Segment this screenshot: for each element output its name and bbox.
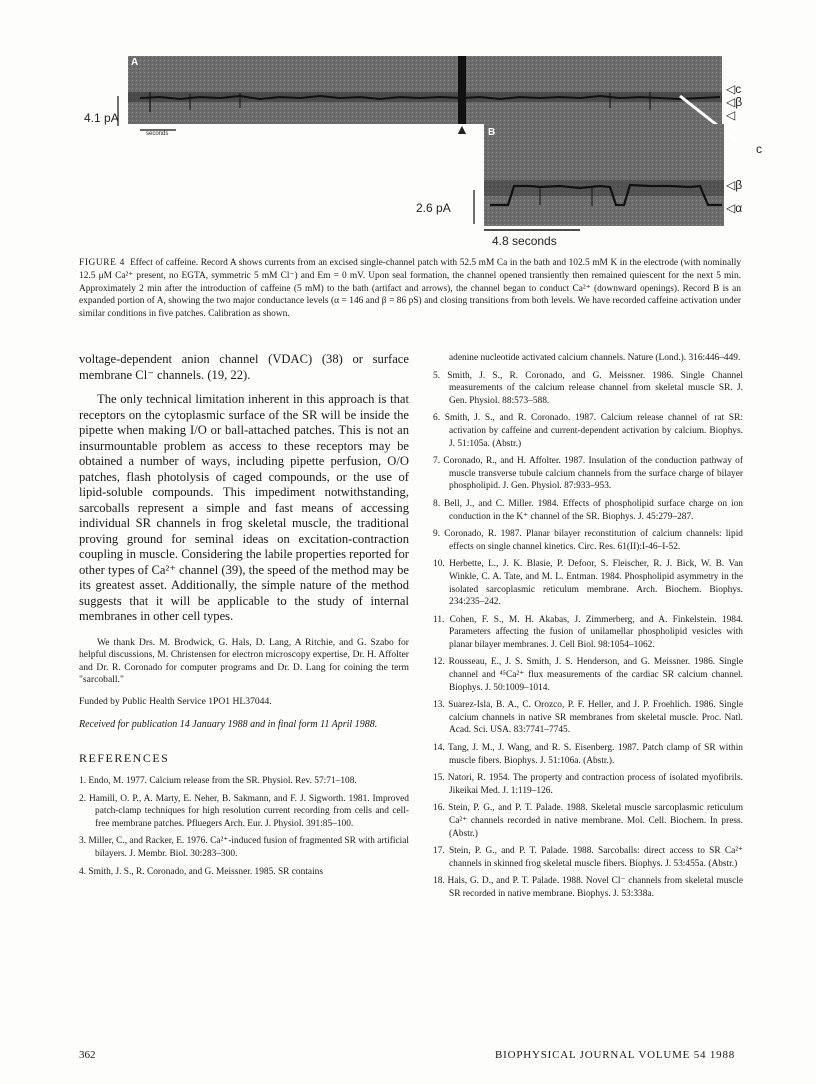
caffeine-artifact	[458, 56, 466, 124]
page-number: 362	[79, 1049, 96, 1061]
scale-a-label: 4.1 pA	[84, 111, 119, 125]
caption-text: Effect of caffeine. Record A shows currents from an excised single-channel patch with 52.5 mM Ca in the bath and 102.5 mM K in the electrode (with nominally 12.5 μM Ca²⁺ present, no EGTA, symmetric 5 mM Cl⁻) and Em = 0 mV. Upon seal formation, the channel opened transiently then remained quiescent for the next 5 min. Approximately 2 min after the introduction of caffeine (5 mM) to the bath (artifact and arrows), the channel began to conduct Ca²⁺ (downward openings). Record B is an expanded portion of A, showing the two major conductance levels (α = 146 and β = 86 pS) and closing transitions from both levels. We have recorded caffeine activation under similar conditions in five patches. Calibration as shown.	[79, 258, 742, 320]
artifact-arrow: ▲	[455, 121, 469, 137]
received-note: Received for publication 14 January 1988 and in final form 11 April 1988.	[79, 719, 378, 731]
reference-item: 6. Smith, J. S., and R. Coronado. 1987. Calcium release channel of rat SR: activation by caffeine and current-dependent activation by calcium. Biophys. J. 51:105a. (Abstr.)	[433, 413, 743, 449]
reference-item: 18. Hals, G. D., and P. T. Palade. 1988. Novel Cl⁻ channels from skeletal muscle SR recorded in native membrane. Biophys. J. 53:338a.	[433, 876, 743, 899]
reference-item: 12. Rousseau, E., J. S. Smith, J. S. Henderson, and G. Meissner. 1986. Single channel and ⁴⁵Ca²⁺ flux measurements of the cardiac SR calcium channel. Biophys. J. 50:1009–1014.	[433, 657, 743, 693]
figure-4-traces	[0, 0, 816, 260]
reference-item: 17. Stein, P. G., and P. T. Palade. 1988. Sarcoballs: direct access to SR Ca²⁺ channels in skinned frog skeletal muscle fibers. Biophys. J. 53:455a. (Abstr.)	[433, 846, 743, 869]
left-column	[79, 352, 409, 883]
body-paragraph-2: The only technical limitation inherent in this approach is that receptors on the cytoplasmic surface of the SR will be inside the pipette when making I/O or ball-attached patches. This is not an insurmountable problem as access to these receptors may be obtained a number of ways, including pipette perfusion, O/O patches, flash photolysis of caged compounds, or the use of lipid-soluble compounds. This impediment notwithstanding, sarcoballs represent a simple and fast means of accessing individual SR channels in frog skeletal muscle, the traditional proving ground for seminal ideas on excitation-contraction coupling in muscle. Considering the labile properties reported for other types of Ca²⁺ channel (39), the speed of the method may be its greatest asset. Additionally, the simple nature of the method suggests that it will be applicable to the study of internal membranes in other cell types.	[79, 392, 409, 623]
reference-item: 16. Stein, P. G., and P. T. Palade. 1988. Skeletal muscle sarcoplasmic reticulum Ca²⁺ channels recorded in native membrane. Mol. Cell. Biochem. In press. (Abstr.)	[433, 803, 743, 839]
reference-item: 8. Bell, J., and C. Miller. 1984. Effects of phospholipid surface charge on ion conduction in the K⁺ channel of the SR. Biophys. J. 45:279–287.	[433, 498, 743, 522]
references-heading: REFERENCES	[79, 751, 170, 766]
body-paragraph-1: voltage-dependent anion channel (VDAC) (38) or surface membrane Cl⁻ channels. (19, 22).	[79, 352, 409, 382]
seconds-small-label: seconds	[146, 131, 169, 137]
figure-caption	[79, 257, 741, 321]
reference-item: 13. Suarez-Isla, B. A., C. Orozco, P. F. Heller, and J. P. Froehlich. 1986. Single calcium channels in native SR membranes from skeletal muscle. Proc. Natl. Acad. Sci. USA. 83:7741–7745.	[433, 700, 743, 736]
reference-item: 14. Tang, J. M., J. Wang, and R. S. Eisenberg. 1987. Patch clamp of SR within muscle fibers. Biophys. J. 51:106a. (Abstr.).	[433, 743, 743, 766]
reference-item: 1. Endo, M. 1977. Calcium release from the SR. Physiol. Rev. 57:71–108.	[79, 775, 357, 786]
references-list-left	[79, 775, 409, 878]
level-c-marker: ◁c	[726, 82, 742, 96]
funding-note: Funded by Public Health Service 1PO1 HL37044.	[79, 695, 272, 707]
reference-item: 10. Herbette, L., J. K. Blasie, P. Defoor, S. Fleischer, R. J. Bick, W. B. Van Winkle, C. A. Tate, and M. L. Entman. 1984. Phospholipid asymmetry in the isolated sarcoplasmic reticulum membrane. Arch. Biochem. Biophys. 234:235–242.	[433, 559, 743, 608]
journal-footer: BIOPHYSICAL JOURNAL VOLUME 54 1988	[495, 1049, 736, 1061]
level-beta-marker-b: ◁β	[726, 178, 743, 192]
reference-item: 2. Hamill, O. P., A. Marty, E. Neher, B. Sakmann, and F. J. Sigworth. 1981. Improved patch-clamp techniques for high resolution current recording from cells and cell-free membrane patches. Pfluegers Arch. Eur. J. Physiol. 391:85–100.	[79, 793, 409, 829]
panel-b-label: B	[488, 127, 496, 138]
reference-item: 7. Coronado, R., and H. Affolter. 1987. Insulation of the conduction pathway of muscle transverse tubule calcium channels from the surface charge of bilayer phospholipid. J. Gen. Physiol. 87:933–953.	[433, 456, 743, 492]
level-beta-marker-a: ◁β	[726, 95, 743, 109]
panel-b-record	[484, 124, 724, 226]
panel-a-label: A	[131, 57, 139, 68]
reference-item: 15. Natori, R. 1954. The property and contraction process of isolated myofibrils. Jikeikai Med. J. 1:119–126.	[433, 773, 743, 796]
caption-label: FIGURE 4	[79, 258, 125, 268]
figure-4	[0, 0, 816, 260]
time-scale-label: 4.8 seconds	[492, 234, 557, 248]
reference-item: 4. Smith, J. S., R. Coronado, and G. Meissner. 1985. SR contains	[79, 866, 324, 877]
reference-4-continued: adenine nucleotide activated calcium channels. Nature (Lond.). 316:446–449.	[449, 353, 741, 363]
panel-a-record	[128, 56, 722, 124]
reference-item: 5. Smith, J. S., R. Coronado, and G. Meissner. 1986. Single Channel measurements of the calcium release channel from skeletal muscle SR. J. Gen. Physiol. 88:573–588.	[433, 370, 743, 406]
scale-b-label: 2.6 pA	[416, 201, 451, 215]
reference-item: 3. Miller, C., and Racker, E. 1976. Ca²⁺-induced fusion of fragmented SR with artificial bilayers. J. Membr. Biol. 30:283–300.	[79, 836, 409, 859]
reference-item: 11. Cohen, F. S., M. H. Akabas, J. Zimmerberg, and A. Finkelstein. 1984. Parameters affecting the fusion of unilamellar phospholipid vesicles with planar bilayer membranes. J. Cell Biol. 98:1054–1062.	[433, 614, 743, 650]
level-alpha-marker-b: ◁α	[726, 201, 743, 215]
right-column	[433, 352, 743, 906]
reference-item: 9. Coronado, R. 1987. Planar bilayer reconstitution of calcium channels: lipid effects on single channel kinetics. Circ. Res. 61(II):I-46–I-52.	[433, 529, 743, 552]
level-alpha-marker-a: ◁	[726, 108, 736, 122]
level-c-label: c	[756, 142, 762, 156]
references-list-right	[433, 370, 743, 901]
acknowledgments: We thank Drs. M. Brodwick, G. Hals, D. Lang, A Ritchie, and G. Szabo for helpful discussions, M. Christensen for electron microscopy expertise, Dr. H. Affolter and Dr. R. Coronado for computer programs and Dr. D. Lang for coining the term "sarcoball."	[79, 636, 409, 686]
